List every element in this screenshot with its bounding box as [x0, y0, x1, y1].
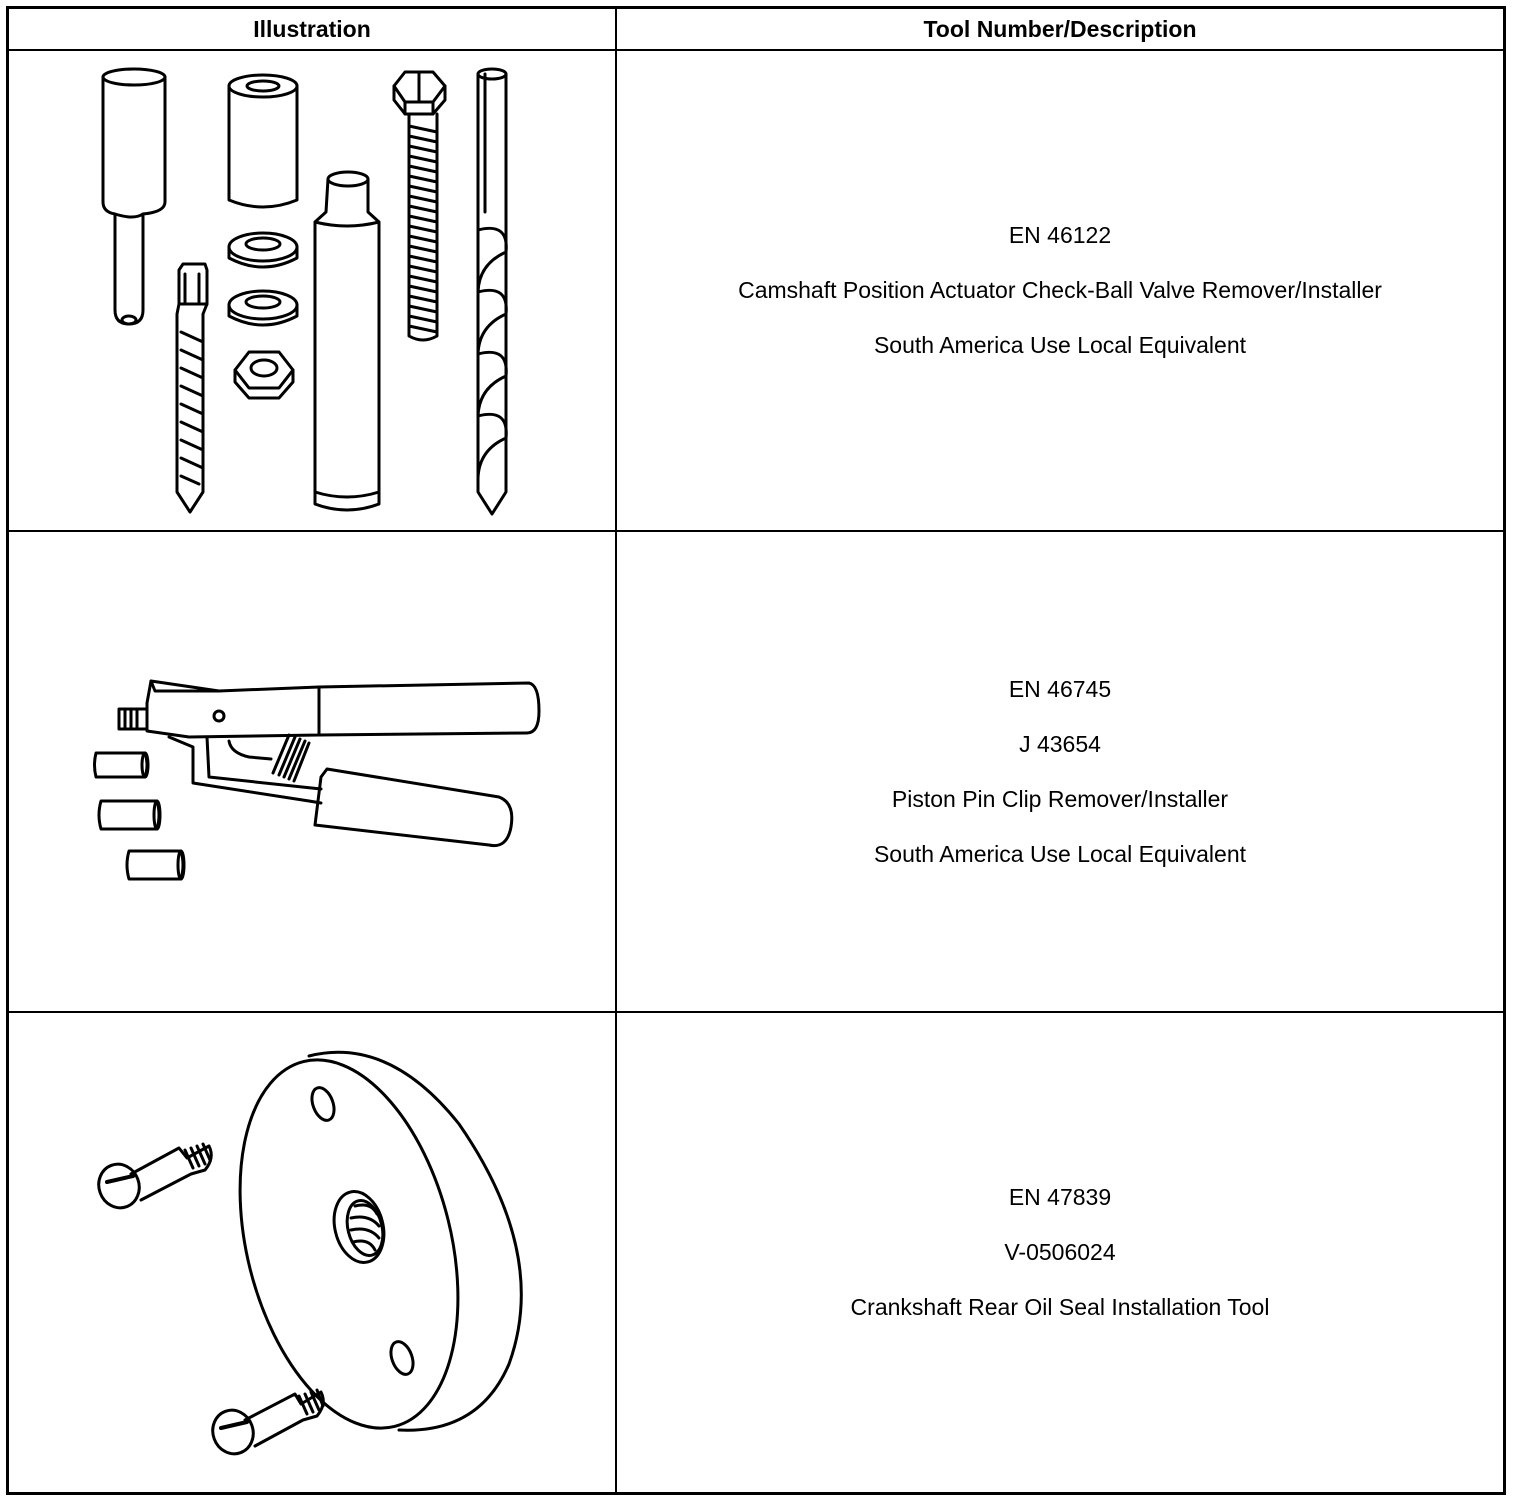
table-row: [8, 1012, 1505, 1494]
drill-bit-drawing: [478, 69, 506, 514]
tool-number-alt: J 43654: [1019, 730, 1101, 757]
guide-screw-drawing: [93, 1144, 212, 1214]
table-row: [8, 531, 1505, 1012]
piston-pin-clip-pliers-illustration: [9, 533, 613, 1010]
adapter-sleeve-drawing: [95, 753, 149, 777]
tool-number-alt: V-0506024: [1004, 1239, 1116, 1265]
tool-description-cell: [616, 50, 1505, 531]
table-header-row: [8, 8, 1505, 51]
illustration-cell: [8, 1012, 617, 1494]
camshaft-actuator-valve-tool-kit-illustration: [9, 52, 613, 529]
tool-number: EN 46745: [1008, 675, 1112, 702]
illustration-cell: [8, 50, 617, 531]
washer-drawing: [229, 233, 297, 267]
illustration-cell: [8, 531, 617, 1012]
special-tools-table: [6, 6, 1506, 1495]
guide-screw-drawing: [207, 1390, 324, 1460]
tool-name: Crankshaft Rear Oil Seal Installation Tool: [850, 1294, 1270, 1320]
grease-tube-drawing: [315, 172, 379, 510]
hex-bolt-drawing: [394, 72, 445, 340]
rear-oil-seal-installer-illustration: [9, 1014, 613, 1491]
tool-name: Camshaft Position Actuator Check-Ball Valve Remover/Installer: [738, 277, 1382, 303]
washer-drawing: [229, 291, 297, 325]
tool-description: [617, 208, 1503, 373]
hex-nut-drawing: [235, 352, 293, 398]
tool-number: EN 46122: [1008, 222, 1112, 248]
pliers-drawing: [119, 681, 539, 846]
tool-description-cell: [616, 1012, 1505, 1494]
tool-name: Piston Pin Clip Remover/Installer: [891, 785, 1229, 812]
sleeve-drawing: [229, 75, 297, 207]
illustration-header: Illustration: [8, 8, 617, 51]
tool-note: South America Use Local Equivalent: [873, 332, 1247, 358]
table-row: [8, 50, 1505, 531]
adapter-sleeve-drawing: [99, 801, 160, 829]
tool-description-cell: [616, 531, 1505, 1012]
tool-description: [617, 1170, 1503, 1335]
adapter-sleeve-drawing: [127, 851, 184, 879]
tool-number: EN 47839: [1008, 1184, 1112, 1210]
screw-extractor-drawing: [177, 264, 207, 512]
tool-description-header: Tool Number/Description: [616, 8, 1505, 51]
installer-disc-drawing: [205, 1037, 522, 1451]
tool-note: South America Use Local Equivalent: [873, 840, 1247, 867]
stepped-driver-drawing: [103, 69, 165, 324]
tool-description: [617, 662, 1503, 882]
